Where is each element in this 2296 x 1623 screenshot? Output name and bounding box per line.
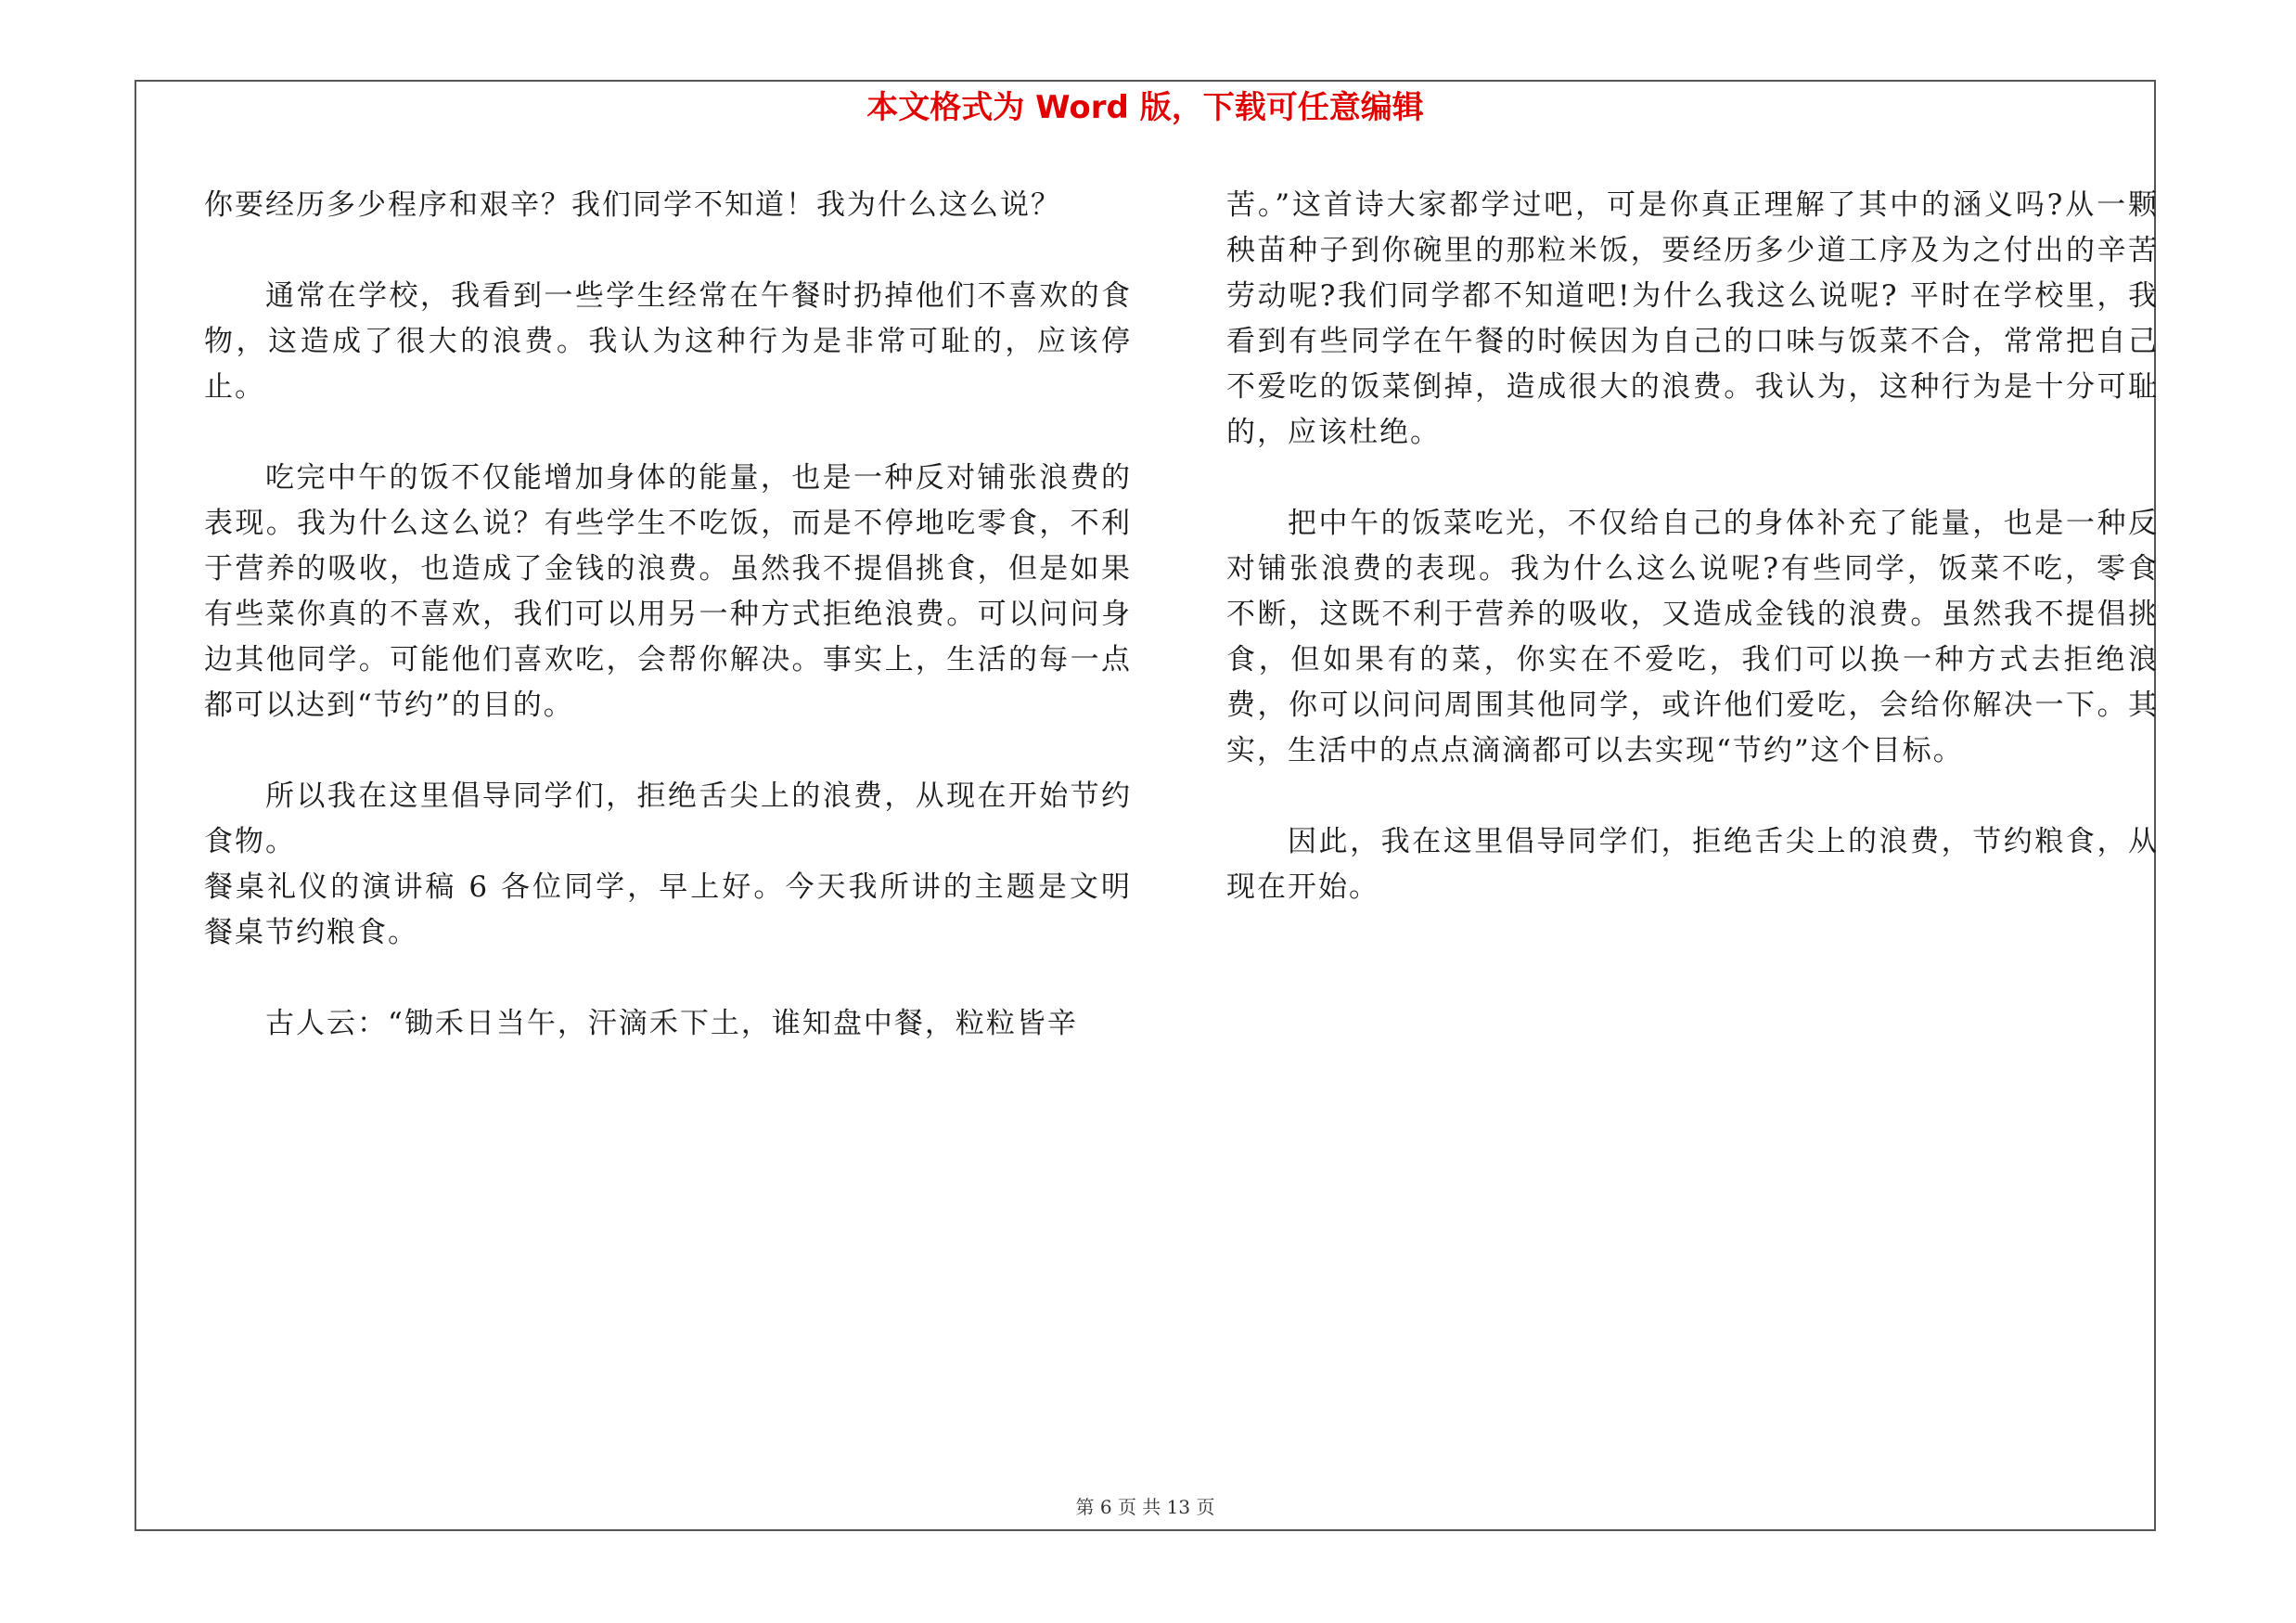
format-banner: 本文格式为 Word 版，下载可任意编辑 [866, 89, 1424, 126]
paragraph: 餐桌礼仪的演讲稿 6 各位同学，早上好。今天我所讲的主题是文明餐桌节约粮食。 [204, 870, 1132, 949]
left-column [204, 183, 1132, 1092]
paragraph: 吃完中午的饭不仅能增加身体的能量，也是一种反对铺张浪费的表现。我为什么这么说？有些学生不吃饭，而是不停地吃零食，不利于营养的吸收，也造成了金钱的浪费。虽然我不提倡挑食，但是如果有些菜你真的不喜欢，我们可以用另一种方式拒绝浪费。可以问问身边其他同学。可能他们喜欢吃，会帮你解决。事实上，生活的每一点都可以达到“节约”的目的。 [204, 461, 1132, 722]
paragraph: 苦。”这首诗大家都学过吧，可是你真正理解了其中的涵义吗?从一颗秧苗种子到你碗里的那粒米饭，要经历多少道工序及为之付出的辛苦劳动呢?我们同学都不知道吧!为什么我这么说呢? 平时在学校里，我看到有些同学在午餐的时候因为自己的口味与饭菜不合，常常把自己不爱吃的饭菜倒掉，造成很大的浪费。我认为，这种行为是十分可耻的，应该杜绝。 [1226, 188, 2159, 449]
paragraph: 古人云：“锄禾日当午，汗滴禾下土，谁知盘中餐，粒粒皆辛 [265, 1007, 1078, 1040]
paragraph: 所以我在这里倡导同学们，拒绝舌尖上的浪费，从现在开始节约食物。 [204, 779, 1132, 858]
right-column [1226, 183, 2159, 956]
paragraph: 把中午的饭菜吃光，不仅给自己的身体补充了能量，也是一种反对铺张浪费的表现。我为什么这么说呢?有些同学，饭菜不吃，零食不断，这既不利于营养的吸收，又造成金钱的浪费。虽然我不提倡挑食，但如果有的菜，你实在不爱吃，我们可以换一种方式去拒绝浪费，你可以问问周围其他同学，或许他们爱吃，会给你解决一下。其实，生活中的点点滴滴都可以去实现“节约”这个目标。 [1226, 507, 2159, 767]
page-number-footer: 第 6 页 共 13 页 [1075, 1496, 1215, 1518]
paragraph: 因此，我在这里倡导同学们，拒绝舌尖上的浪费，节约粮食，从现在开始。 [1226, 825, 2159, 904]
paragraph: 通常在学校，我看到一些学生经常在午餐时扔掉他们不喜欢的食物，这造成了很大的浪费。我认为这种行为是非常可耻的，应该停止。 [204, 279, 1132, 404]
paragraph: 你要经历多少程序和艰辛？我们同学不知道！我为什么这么说？ [204, 188, 1061, 222]
